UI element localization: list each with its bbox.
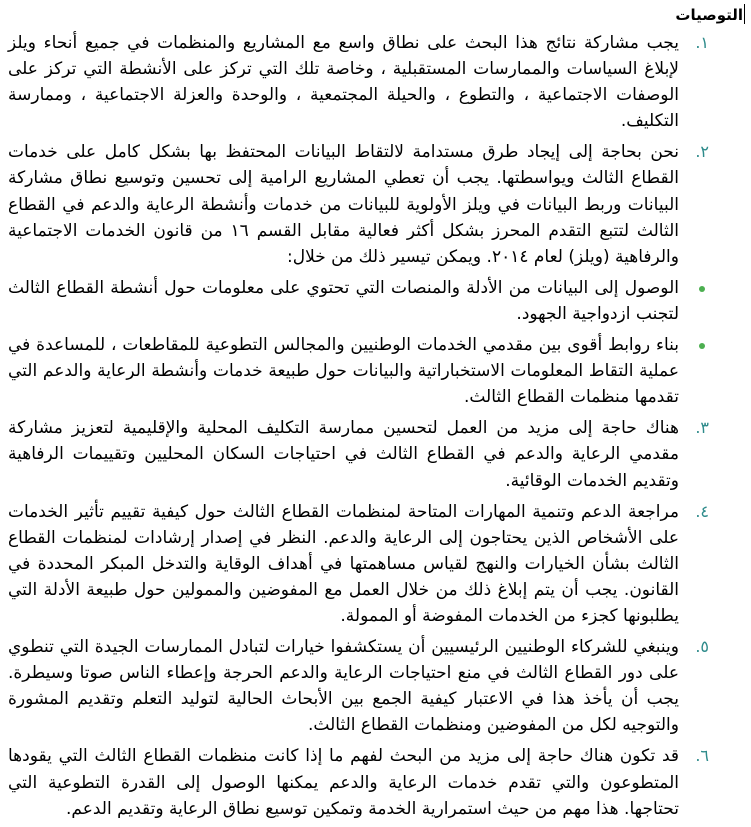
list-item-text: وينبغي للشركاء الوطنيين الرئيسيين أن يستكشفوا خيارات لتبادل الممارسات الجيدة التي تنطوي على دور القطاع الثالث في منع احتياجات الرعاية والدعم الحرجة وإعطاء الناس صوتا وسيطرة. يجب أن يأخذ هذا في الاعتبار كيفية الجمع بين الأبحاث الحالية لتوليد التعلم وتقديم المشورة والتوجيه لكل من المفوضين ومنظمات القطاع الثالث. — [8, 637, 679, 736]
list-item-text: يجب مشاركة نتائج هذا البحث على نطاق واسع مع المشاريع والمنظمات في جميع أنحاء ويلز لإبلاغ السياسات والممارسات المستقبلية ، وخاصة تلك التي تركز على الأنشطة التي تركز على الوصفات الاجتماعية ، والتطوع ، والحيلة المجتمعية ، والوحدة والعزلة الاجتماعية ، وممارسة التكليف. — [8, 33, 679, 132]
section-heading: التوصيات — [675, 6, 743, 24]
bullet-item-text: بناء روابط أقوى بين مقدمي الخدمات الوطنيين والمجالس التطوعية للمقاطعات ، للمساعدة في عملية التقاط المعلومات الاستخباراتية والبيانات حول طبيعة خدمات وأنشطة الرعاية والدعم التي تقدمها منظمات القطاع الثالث. — [8, 335, 679, 408]
list-item-text: قد تكون هناك حاجة إلى مزيد من البحث لفهم ما إذا كانت منظمات القطاع الثالث التي يقودها المتطوعون والتي تقدم خدمات الرعاية والدعم يمكنها الوصول إلى القدرة التطوعية التي تحتاجها. هذا مهم من حيث استمرارية الخدمة وتمكين توسيع نطاق الرعاية وتقديم الدعم. — [8, 746, 679, 819]
list-item-4 — [0, 499, 751, 629]
list-number: ٤. — [695, 501, 709, 521]
list-number: ٥. — [695, 637, 709, 657]
bullet-icon — [699, 343, 705, 349]
list-item-text: هناك حاجة إلى مزيد من العمل لتحسين ممارسة التكليف المحلية والإقليمية لتعزيز مشاركة مقدمي الرعاية والدعم في القطاع الثالث في احتياجات السكان المحليين وتقييمات الرفاهية وتقديم الخدمات الوقائية. — [8, 418, 679, 491]
list-number: ٣. — [695, 418, 709, 438]
list-item-1 — [0, 30, 751, 134]
list-item-6 — [0, 743, 751, 821]
bullet-icon — [699, 286, 705, 292]
list-item-5 — [0, 634, 751, 738]
list-item-2 — [0, 139, 751, 269]
bullet-item-2 — [0, 332, 751, 410]
list-number: ١. — [695, 33, 709, 52]
list-item-text: مراجعة الدعم وتنمية المهارات المتاحة لمنظمات القطاع الثالث حول كيفية تقييم تأثير الخدمات على الأشخاص الذين يحتاجون إلى الرعاية والدعم. النظر في إصدار إرشادات لمنظمات القطاع الثالث بشأن الخيارات والنهج لقياس مساهمتها في أهداف الوقاية والتدخل المبكر المحددة في القانون. يجب أن يتم إبلاغ ذلك من خلال العمل مع المفوضين والممولين حول طبيعة الأدلة التي يطلبونها كجزء من الخدمات المفوضة أو الممولة. — [8, 501, 679, 626]
bullet-item-text: الوصول إلى البيانات من الأدلة والمنصات التي تحتوي على معلومات حول أنشطة القطاع الثالث لتجنب ازدواجية الجهود. — [8, 277, 679, 324]
text-cursor — [744, 4, 745, 24]
recommendations-list — [0, 30, 751, 827]
list-number: ٢. — [695, 142, 709, 162]
list-item-text: نحن بحاجة إلى إيجاد طرق مستدامة لالتقاط البيانات المحتفظ بها بشكل كامل على خدمات القطاع الثالث ويواسطتها. يجب أن تعطي المشاريع الرامية إلى تحسين وتوسيع نطاق مشاركة البيانات وربط البيانات في ويلز الأولوية للبيانات من خدمات وأنشطة الرعاية والدعم في القطاع الثالث لتتبع التقدم المحرز بشكل أكثر فعالية مقابل القسم ١٦ من قانون الخدمات الاجتماعية والرفاهية (ويلز) لعام ٢٠١٤. ويمكن تيسير ذلك من خلال: — [8, 142, 679, 267]
list-number: ٦. — [695, 746, 709, 766]
bullet-item-1 — [0, 275, 751, 327]
list-item-3 — [0, 415, 751, 493]
